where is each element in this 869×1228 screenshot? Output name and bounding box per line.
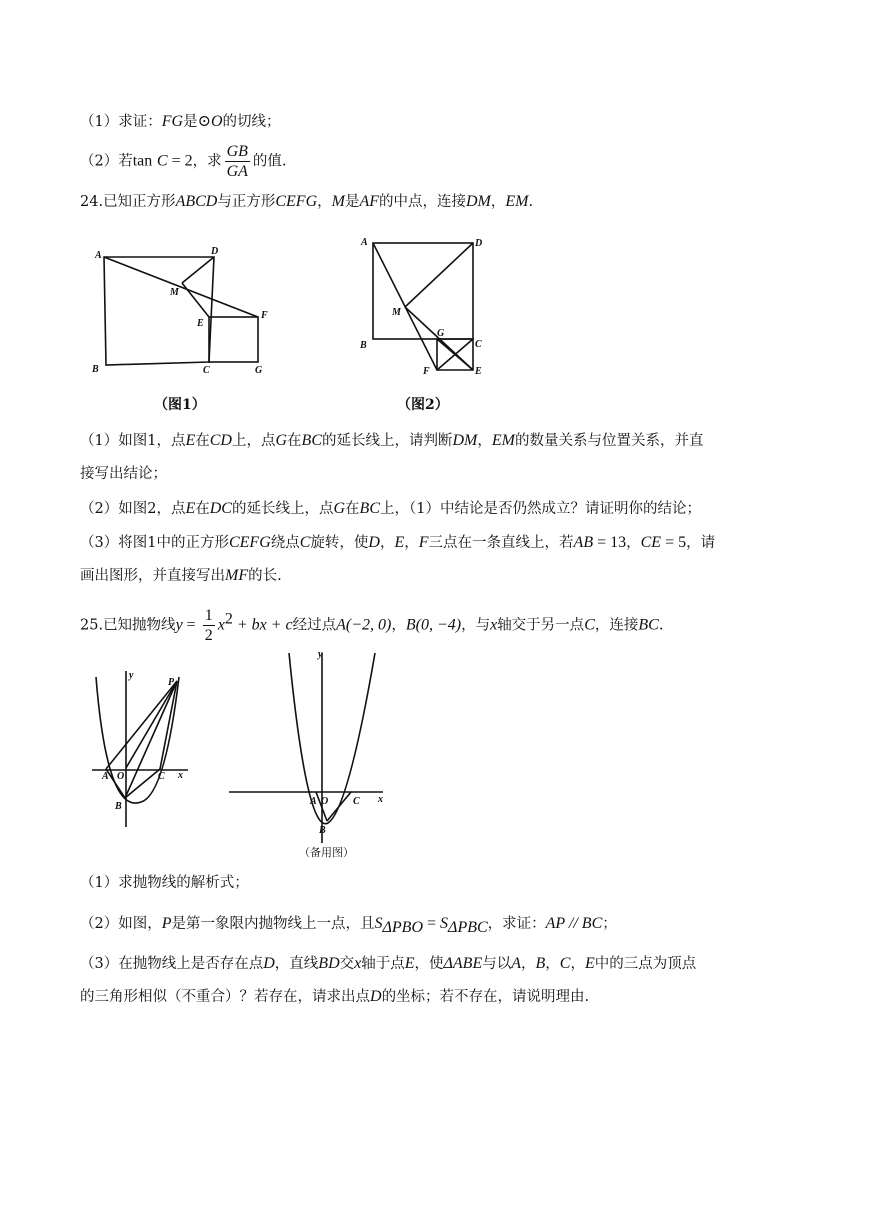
math: AB bbox=[573, 534, 594, 551]
math: CEFG bbox=[275, 193, 318, 210]
text: 将图1中的正方形 bbox=[118, 535, 229, 551]
math: EM bbox=[491, 432, 515, 449]
text: ， bbox=[477, 433, 492, 449]
text: 绕点 bbox=[270, 535, 300, 551]
figure-caption: （图2） bbox=[397, 397, 449, 413]
text: ， bbox=[626, 535, 641, 551]
text: 上，（1）中结论是否仍然成立？请证明你的结论； bbox=[380, 501, 701, 517]
math: + bx + c bbox=[232, 616, 293, 634]
math: MF bbox=[225, 567, 249, 584]
text: 三点在一条直线上，若 bbox=[428, 535, 574, 551]
text: 在抛物线上是否存在点 bbox=[118, 956, 264, 972]
label-d: D bbox=[211, 246, 219, 257]
math: ABCD bbox=[175, 193, 218, 210]
math: E bbox=[584, 955, 595, 972]
math: EM bbox=[505, 193, 529, 210]
label-a: A bbox=[310, 796, 317, 807]
math: G bbox=[275, 432, 288, 449]
text: 求证： bbox=[118, 114, 162, 130]
text: 的值. bbox=[252, 153, 287, 170]
math: B bbox=[535, 955, 546, 972]
text: 的切线； bbox=[222, 114, 281, 130]
math: S bbox=[440, 915, 449, 932]
text: ，请 bbox=[686, 535, 716, 551]
text: ； bbox=[602, 916, 617, 932]
text: 旋转，使 bbox=[310, 535, 369, 551]
text: 轴于点 bbox=[361, 956, 405, 972]
q23-part2 bbox=[80, 142, 287, 181]
parabola bbox=[96, 677, 179, 803]
text: 在 bbox=[345, 501, 360, 517]
text: ，与 bbox=[461, 617, 491, 634]
text: 是 bbox=[344, 194, 360, 210]
part-number: （1） bbox=[80, 875, 119, 891]
text: ， bbox=[379, 535, 395, 551]
math: FG bbox=[161, 113, 184, 130]
label-b: B bbox=[92, 364, 99, 375]
math: = 5 bbox=[661, 534, 687, 551]
fraction-bottom: 2 bbox=[204, 627, 213, 644]
part-number: （2） bbox=[80, 916, 119, 932]
segment-bc bbox=[327, 792, 351, 821]
math: ⊙O bbox=[197, 113, 223, 130]
text: 的中点，连接 bbox=[379, 194, 466, 210]
math: CEFG bbox=[228, 534, 271, 551]
fraction-gb-ga bbox=[225, 142, 250, 181]
text: 在 bbox=[195, 433, 210, 449]
math: F bbox=[418, 534, 429, 551]
math: = bbox=[423, 915, 441, 932]
math: CD bbox=[209, 432, 232, 449]
text: ， bbox=[490, 194, 506, 210]
text: 若 bbox=[118, 153, 133, 170]
math: AF bbox=[359, 193, 379, 210]
q25-stem bbox=[80, 606, 663, 645]
label-f: F bbox=[261, 310, 268, 321]
math: C bbox=[156, 152, 168, 170]
q25-part1 bbox=[80, 873, 249, 893]
text: . bbox=[528, 194, 534, 210]
math: G bbox=[333, 500, 346, 517]
text: 的延长线上，请判断 bbox=[322, 433, 453, 449]
math: S bbox=[374, 915, 383, 932]
text: . bbox=[658, 617, 664, 634]
text: ， bbox=[391, 617, 406, 634]
text: 在 bbox=[195, 501, 210, 517]
segment-dm bbox=[405, 243, 473, 307]
text: 如图1，点 bbox=[118, 433, 186, 449]
q24-part1-line1 bbox=[80, 431, 704, 451]
part-number: （2） bbox=[80, 153, 119, 170]
label-x: x bbox=[378, 794, 383, 805]
text: ， bbox=[570, 956, 585, 972]
q23-part1 bbox=[80, 112, 281, 132]
fraction-top: 1 bbox=[204, 607, 213, 624]
math: E bbox=[185, 500, 196, 517]
q24-figure-1 bbox=[90, 240, 290, 420]
text: 在 bbox=[287, 433, 302, 449]
math: x bbox=[217, 616, 225, 634]
math: P bbox=[161, 915, 172, 932]
part-number: （3） bbox=[80, 956, 119, 972]
text: 求抛物线的解析式； bbox=[118, 875, 249, 891]
text: 的延长线上，点 bbox=[231, 501, 334, 517]
subscript: ΔPBO bbox=[382, 918, 424, 936]
math: AP // BC bbox=[545, 915, 603, 932]
math-point-a: A(−2, 0) bbox=[336, 616, 392, 634]
figure-caption: （图1） bbox=[154, 397, 206, 413]
text: 的数量关系与位置关系，并直 bbox=[515, 433, 704, 449]
math: C bbox=[559, 955, 571, 972]
square-abcd bbox=[104, 257, 214, 365]
subscript: ΔPBC bbox=[448, 918, 488, 936]
q25-figure-1 bbox=[88, 665, 198, 835]
part-number: （3） bbox=[80, 535, 119, 551]
text: 轴交于另一点 bbox=[497, 617, 585, 634]
math: E bbox=[394, 534, 405, 551]
label-e: E bbox=[197, 318, 204, 329]
segment-em bbox=[182, 283, 209, 317]
label-c: C bbox=[158, 771, 165, 782]
math: E bbox=[404, 955, 415, 972]
text: 已知正方形 bbox=[103, 194, 176, 210]
label-o: O bbox=[321, 796, 329, 807]
label-g: G bbox=[255, 365, 263, 376]
text: 的坐标；若不存在，请说明理由. bbox=[381, 989, 590, 1005]
text: ， bbox=[521, 956, 536, 972]
square-cefg bbox=[209, 317, 258, 362]
math: D bbox=[368, 534, 380, 551]
math: BC bbox=[359, 500, 380, 517]
math: CE bbox=[640, 534, 662, 551]
q25-part3-line2 bbox=[80, 987, 589, 1007]
question-number: 25. bbox=[80, 617, 104, 634]
math: = bbox=[182, 616, 200, 634]
math: x bbox=[354, 955, 362, 972]
parabola bbox=[289, 653, 375, 824]
math: DM bbox=[466, 193, 491, 210]
label-c: C bbox=[203, 365, 210, 376]
label-c: C bbox=[353, 796, 360, 807]
math: D bbox=[370, 988, 382, 1005]
figure-caption: （备用图） bbox=[299, 846, 354, 859]
label-m: M bbox=[170, 287, 179, 298]
math: BC bbox=[638, 616, 659, 634]
q24-part2 bbox=[80, 499, 701, 519]
label-o: O bbox=[117, 771, 125, 782]
text: 已知抛物线 bbox=[103, 617, 176, 634]
text: ， bbox=[404, 535, 419, 551]
part-number: （1） bbox=[80, 114, 119, 130]
q24-part1-line2: 接写出结论； bbox=[80, 466, 167, 482]
text: ， bbox=[317, 194, 332, 210]
label-b: B bbox=[360, 340, 367, 351]
text: ，使 bbox=[414, 956, 444, 972]
label-b: B bbox=[115, 801, 122, 812]
text: 上，点 bbox=[231, 433, 276, 449]
q25-part3-line1 bbox=[80, 954, 696, 974]
math: C bbox=[584, 616, 595, 634]
q25-figure-2 bbox=[225, 645, 395, 865]
text: ， bbox=[545, 956, 560, 972]
text: ，求 bbox=[192, 153, 222, 170]
text: 经过点 bbox=[292, 617, 337, 634]
math: M bbox=[331, 193, 345, 210]
math: E bbox=[185, 432, 196, 449]
label-a: A bbox=[95, 250, 102, 261]
math: BD bbox=[318, 955, 340, 972]
math-point-b: B(0, −4) bbox=[405, 616, 462, 634]
text: ，连接 bbox=[594, 617, 639, 634]
math: D bbox=[263, 955, 275, 972]
label-p: P bbox=[168, 677, 175, 688]
question-number: 24. bbox=[80, 194, 104, 210]
text: 如图， bbox=[118, 916, 162, 932]
math: DM bbox=[452, 432, 478, 449]
label-a: A bbox=[102, 771, 109, 782]
label-x: x bbox=[178, 770, 183, 781]
q24-part3-line2 bbox=[80, 566, 282, 586]
text: 的三角形相似（不重合）？若存在，请求出点 bbox=[80, 989, 370, 1005]
label-g: G bbox=[437, 328, 445, 339]
math: = 2 bbox=[167, 152, 193, 170]
math: DC bbox=[209, 500, 232, 517]
exponent: 2 bbox=[224, 610, 233, 628]
text: 的长. bbox=[248, 568, 282, 584]
text: 是第一象限内抛物线上一点，且 bbox=[171, 916, 375, 932]
segment-bc bbox=[125, 769, 160, 798]
label-y: y bbox=[129, 670, 134, 681]
text: 中的三点为顶点 bbox=[594, 956, 697, 972]
label-m: M bbox=[392, 307, 401, 318]
part-number: （1） bbox=[80, 433, 119, 449]
text: ，直线 bbox=[274, 956, 319, 972]
text: 如图2，点 bbox=[118, 501, 186, 517]
fraction-bottom: GA bbox=[226, 163, 248, 180]
part-number: （2） bbox=[80, 501, 119, 517]
math: = 13 bbox=[593, 534, 627, 551]
text: 与以 bbox=[482, 956, 512, 972]
text: 画出图形，并直接写出 bbox=[80, 568, 225, 584]
label-y: y bbox=[318, 649, 323, 660]
text: 交 bbox=[339, 956, 355, 972]
text: 是 bbox=[183, 114, 198, 130]
math: C bbox=[299, 534, 311, 551]
math: y bbox=[175, 616, 183, 634]
label-e: E bbox=[475, 366, 482, 377]
q24-stem bbox=[80, 192, 533, 212]
text: ，求证： bbox=[487, 916, 546, 932]
segment-af bbox=[104, 257, 258, 317]
fraction-top: GB bbox=[226, 143, 248, 160]
q24-part3-line1 bbox=[80, 533, 715, 553]
math: ΔABE bbox=[443, 955, 483, 972]
math: tan bbox=[132, 152, 153, 170]
label-f: F bbox=[423, 366, 430, 377]
label-c: C bbox=[475, 339, 482, 350]
math: BC bbox=[301, 432, 322, 449]
label-d: D bbox=[475, 238, 483, 249]
label-a: A bbox=[361, 237, 368, 248]
segment-dm bbox=[182, 257, 214, 283]
math: x bbox=[490, 616, 498, 634]
text: 与正方形 bbox=[217, 194, 276, 210]
fraction-one-half bbox=[203, 606, 215, 645]
q25-part2 bbox=[80, 914, 617, 938]
math: A bbox=[511, 955, 522, 972]
label-b: B bbox=[319, 825, 326, 836]
q24-figure-2 bbox=[355, 235, 515, 415]
